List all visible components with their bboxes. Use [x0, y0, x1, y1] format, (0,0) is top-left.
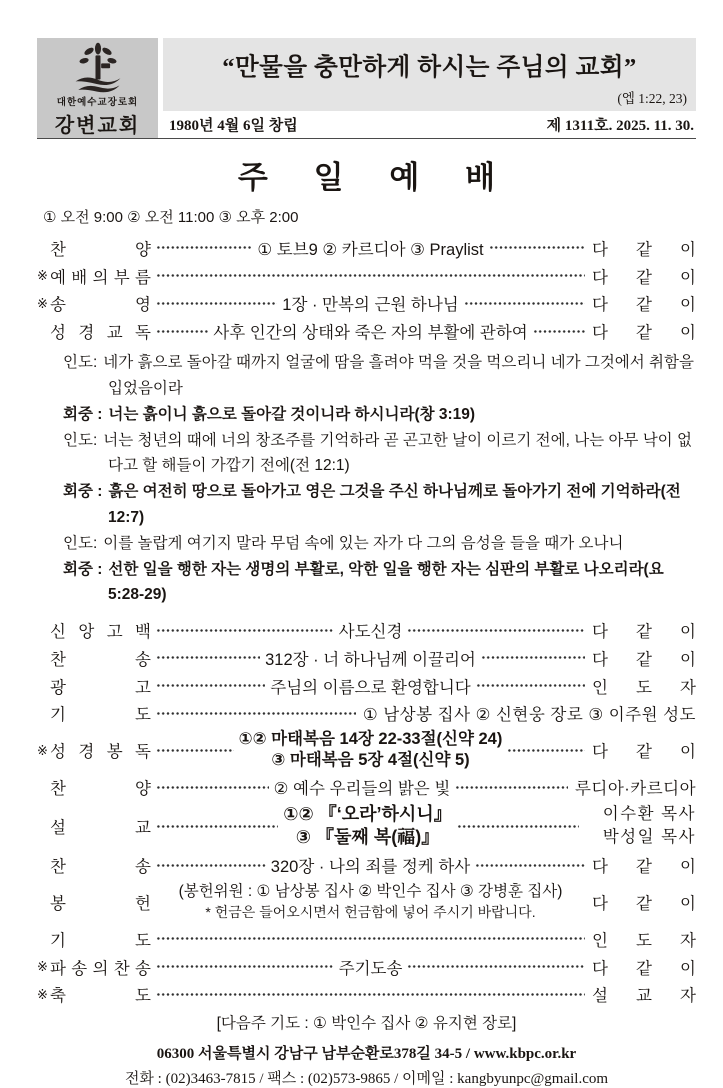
right-char: 자	[680, 987, 696, 1006]
right-char: 이	[680, 650, 696, 669]
order-row	[37, 700, 696, 728]
leader-dots	[156, 990, 585, 999]
motto-banner	[163, 38, 696, 111]
star-mark: ※	[37, 742, 48, 758]
label-char: 경	[78, 324, 95, 343]
leader-dots	[481, 653, 585, 662]
label-char: 송	[50, 296, 66, 315]
label-char: 축	[50, 987, 66, 1006]
order-right	[592, 618, 696, 642]
right-char: 다	[592, 858, 608, 877]
motto-text: “만물을 충만하게 하시는 주님의 교회”	[222, 54, 637, 81]
page-title: 주 일 예 배	[237, 160, 514, 195]
right-char: 다	[592, 894, 608, 913]
church-logo	[37, 38, 158, 138]
order-row	[37, 801, 696, 851]
leader-dots	[156, 299, 277, 308]
order-content	[239, 727, 503, 773]
right-char: 인	[592, 678, 608, 697]
right-char: 같	[636, 858, 652, 877]
label-char: 예	[50, 268, 66, 287]
responsive-reading	[37, 350, 696, 608]
leader-dots	[455, 783, 568, 792]
label-char: 설	[50, 819, 66, 838]
right-char: 자	[680, 678, 696, 697]
leader-dots	[156, 681, 265, 690]
order-content: ① 토브9 ② 카르디아 ③ Praylist	[257, 240, 484, 259]
label-char: 찬	[50, 240, 66, 259]
label-char: 독	[135, 743, 151, 762]
right-char: 이	[680, 623, 696, 642]
star-mark: ※	[37, 295, 48, 311]
order-right: 루디아·카르디아	[574, 780, 697, 799]
right-char: 다	[592, 959, 608, 978]
leader-dots	[156, 653, 260, 662]
right-char: 설	[592, 987, 608, 1006]
address-text: 06300 서울특별시 강남구 남부순환로378길 34-5 /	[156, 1046, 471, 1063]
label-char: 헌	[135, 894, 151, 913]
header-right	[163, 38, 696, 138]
label-char: 부	[113, 268, 130, 287]
denomination: 대한예수교장로회	[56, 96, 139, 108]
label-char: 고	[135, 678, 151, 697]
label-char: 교	[106, 324, 123, 343]
reading-speaker: 인도:	[63, 431, 98, 449]
content-line: ③ 『둘째 복(福)』	[295, 827, 440, 848]
leader-dots	[407, 626, 585, 635]
order-content: 312장 · 너 하나님께 이끌리어	[265, 650, 476, 669]
order-right	[592, 853, 696, 877]
right-char: 이	[680, 268, 696, 287]
order-label	[50, 982, 151, 1006]
label-char: 도	[135, 931, 151, 950]
right-char: 이	[680, 894, 696, 913]
order-content: 주님의 이름으로 환영합니다	[270, 678, 471, 697]
right-char: 이	[680, 324, 696, 343]
order-content: 1장 · 만복의 근원 하나님	[282, 296, 459, 315]
reading-speaker: 회중 :	[63, 483, 103, 501]
order-label	[50, 814, 151, 838]
order-label	[50, 927, 151, 951]
order-of-worship	[37, 234, 696, 1008]
footer	[37, 1011, 696, 1088]
leader-dots	[156, 783, 269, 792]
label-char: 기	[50, 931, 66, 950]
order-content	[151, 879, 590, 925]
order-label	[50, 618, 151, 642]
label-char: 앙	[78, 623, 95, 642]
right-char: 이	[680, 240, 696, 259]
order-right	[592, 291, 696, 315]
label-char: 성	[50, 324, 66, 343]
motto-reference: (엡 1:22, 23)	[617, 91, 687, 106]
content-line: ①② 『‘오라’하시니』	[283, 804, 452, 825]
leader-dots	[407, 962, 585, 971]
order-right	[592, 646, 696, 670]
leader-dots	[507, 746, 585, 755]
leader-dots	[457, 822, 579, 831]
label-char: 송	[135, 858, 151, 877]
order-content: ② 예수 우리들의 밝은 빛	[273, 780, 451, 799]
order-row	[37, 616, 696, 644]
tree-cross-water-icon	[69, 41, 127, 93]
label-char: 독	[135, 324, 151, 343]
order-label	[50, 646, 151, 670]
right-line: 박성일 목사	[602, 828, 696, 847]
content-line: * 헌금은 들어오시면서 헌금함에 넣어 주시기 바랍니다.	[205, 903, 536, 920]
reading-line: 회중 : 너는 흙이니 흙으로 돌아갈 것이니라 하시니라(창 3:19)	[63, 405, 476, 423]
order-label	[50, 738, 151, 762]
order-row	[37, 262, 696, 290]
order-label	[50, 890, 151, 914]
church-address	[37, 1042, 696, 1063]
label-char: 경	[78, 743, 95, 762]
order-right	[592, 236, 696, 260]
order-content: 320장 · 나의 죄를 정케 하사	[270, 858, 471, 877]
label-char: 름	[135, 268, 151, 287]
label-char: 도	[135, 987, 151, 1006]
order-right	[592, 890, 696, 914]
service-times: ① 오전 9:00 ② 오전 11:00 ③ 오후 2:00	[43, 209, 299, 226]
label-char: 의	[92, 268, 109, 287]
leader-dots	[156, 709, 356, 718]
order-row	[37, 290, 696, 318]
reading-speaker: 인도:	[63, 354, 98, 372]
right-char: 다	[592, 623, 608, 642]
order-right	[592, 674, 696, 698]
order-right	[592, 264, 696, 288]
order-content: 주기도송	[338, 959, 403, 978]
order-row	[37, 234, 696, 262]
order-row	[37, 644, 696, 672]
content-line: ③ 마태복음 5장 4절(신약 5)	[271, 751, 470, 770]
reading-line: 인도: 네가 흙으로 돌아갈 때까지 얼굴에 땀을 흘려야 먹을 것을 먹으리니 네가 그것에서 취함을 입었음이라	[63, 354, 694, 397]
label-char: 양	[135, 240, 151, 259]
right-char: 같	[636, 296, 652, 315]
header	[37, 38, 696, 139]
order-label	[50, 775, 151, 799]
order-label	[50, 264, 151, 288]
right-char: 다	[592, 268, 608, 287]
leader-dots	[156, 327, 208, 336]
label-char: 파	[50, 959, 66, 978]
right-char: 자	[680, 931, 696, 950]
order-label	[50, 319, 151, 343]
leader-dots	[156, 271, 585, 280]
right-char: 이	[680, 959, 696, 978]
label-char: 찬	[50, 858, 66, 877]
order-row	[37, 953, 696, 981]
right-char: 같	[636, 894, 652, 913]
reading-line: 인도: 너는 청년의 때에 너의 창조주를 기억하라 곧 곤고한 날이 이르기 전에, 나는 아무 낙이 없다고 할 해들이 가깝기 전에(전 12:1)	[63, 431, 692, 475]
order-right	[592, 927, 696, 951]
order-row	[37, 773, 696, 801]
label-char: 송	[135, 650, 151, 669]
issue-date: 제 1311호. 2025. 11. 30.	[546, 118, 694, 134]
order-label	[50, 853, 151, 877]
order-right	[592, 319, 696, 343]
right-char: 이	[680, 743, 696, 762]
order-label	[50, 955, 151, 979]
label-char: 성	[50, 743, 66, 762]
right-char: 다	[592, 296, 608, 315]
right-line: 이수환 목사	[602, 805, 696, 824]
star-mark: ※	[37, 268, 48, 284]
label-char: 기	[50, 706, 66, 725]
content-line: (봉헌위원 : ① 남상봉 집사 ② 박인수 집사 ③ 강병훈 집사)	[178, 882, 563, 900]
star-mark: ※	[37, 959, 48, 975]
order-label	[50, 291, 151, 315]
label-char: 배	[71, 268, 88, 287]
leader-dots	[156, 626, 334, 635]
order-row	[37, 727, 696, 773]
label-char: 봉	[50, 894, 66, 913]
reading-line: 회중 : 흙은 여전히 땅으로 돌아가고 영은 그것을 주신 하나님께로 돌아가기 전에 기억하라(전 12:7)	[63, 483, 681, 526]
label-char: 봉	[106, 743, 123, 762]
reading-line: 인도: 이를 놀랍게 여기지 말라 무덤 속에 있는 자가 다 그의 음성을 들을 때가 오나니	[63, 534, 624, 552]
right-char: 도	[636, 931, 652, 950]
right-char: 교	[636, 987, 652, 1006]
label-char: 찬	[50, 650, 66, 669]
content-line: ①② 마태복음 14장 22-33절(신약 24)	[238, 730, 503, 749]
leader-dots	[156, 746, 234, 755]
order-row	[37, 925, 696, 953]
label-char: 영	[135, 296, 151, 315]
order-right	[584, 801, 696, 851]
label-char: 고	[106, 623, 123, 642]
leader-dots	[156, 861, 266, 870]
right-char: 다	[592, 240, 608, 259]
order-label	[50, 701, 151, 725]
right-char: 같	[636, 743, 652, 762]
label-char: 도	[135, 706, 151, 725]
label-char: 양	[135, 780, 151, 799]
order-content: 사도신경	[338, 623, 403, 642]
order-label	[50, 674, 151, 698]
leader-dots	[156, 934, 585, 943]
reading-speaker: 회중 :	[63, 405, 103, 423]
leader-dots	[476, 681, 585, 690]
order-row	[37, 879, 696, 925]
header-subrow	[163, 111, 696, 138]
label-char: 의	[92, 959, 109, 978]
label-char: 찬	[113, 959, 130, 978]
label-char: 신	[50, 623, 66, 642]
contact-info: 전화 : (02)3463-7815 / 팩스 : (02)573-9865 / 이메일 : kangbyunpc@gmail.com	[124, 1071, 609, 1088]
order-row	[37, 851, 696, 879]
leader-dots	[533, 327, 585, 336]
right-char: 이	[680, 296, 696, 315]
right-char: 도	[636, 678, 652, 697]
leader-dots	[475, 861, 585, 870]
website-text: www.kbpc.or.kr	[473, 1046, 577, 1063]
church-name: 강변교회	[54, 114, 141, 137]
order-content: 사후 인간의 상태와 죽은 자의 부활에 관하여	[213, 324, 528, 343]
next-week-prayer: [다음주 기도 : ① 박인수 집사 ② 유지현 장로]	[216, 1015, 517, 1033]
star-mark: ※	[37, 986, 48, 1002]
right-char: 이	[680, 858, 696, 877]
leader-dots	[464, 299, 585, 308]
order-row	[37, 672, 696, 700]
right-char: 다	[592, 650, 608, 669]
reading-line: 회중 : 선한 일을 행한 자는 생명의 부활로, 악한 일을 행한 자는 심판의 부활로 나오리라(요 5:28-29)	[63, 560, 664, 604]
order-label	[50, 236, 151, 260]
leader-dots	[489, 243, 585, 252]
order-row	[37, 981, 696, 1009]
label-char: 송	[135, 959, 151, 978]
right-char: 다	[592, 743, 608, 762]
order-right: ① 남상봉 집사 ② 신현웅 장로 ③ 이주원 성도	[362, 706, 696, 725]
right-char: 같	[636, 623, 652, 642]
label-char: 광	[50, 678, 66, 697]
right-char: 같	[636, 324, 652, 343]
right-char: 같	[636, 959, 652, 978]
order-right	[592, 738, 696, 762]
reading-speaker: 인도:	[63, 534, 98, 552]
label-char: 교	[135, 819, 151, 838]
leader-dots	[156, 243, 252, 252]
label-char: 백	[135, 623, 151, 642]
label-char: 송	[71, 959, 88, 978]
leader-dots	[156, 962, 334, 971]
leader-dots	[156, 822, 278, 831]
founded-date: 1980년 4월 6일 창립	[169, 118, 298, 134]
order-right	[592, 982, 696, 1006]
label-char: 찬	[50, 780, 66, 799]
order-row	[37, 317, 696, 345]
order-right	[592, 955, 696, 979]
right-char: 인	[592, 931, 608, 950]
right-char: 같	[636, 650, 652, 669]
right-char: 같	[636, 268, 652, 287]
reading-speaker: 회중 :	[63, 560, 103, 578]
right-char: 다	[592, 324, 608, 343]
right-char: 같	[636, 240, 652, 259]
order-content	[283, 801, 451, 851]
